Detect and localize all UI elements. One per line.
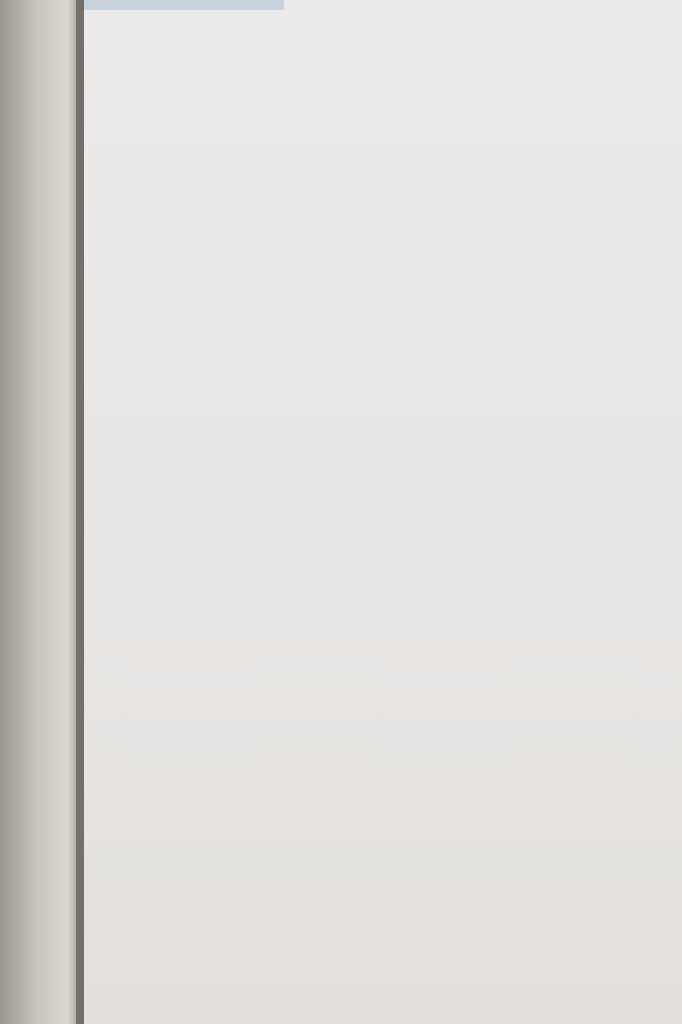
facing-page [0,0,84,1024]
book-page [84,0,682,1024]
background-strip [84,0,284,10]
